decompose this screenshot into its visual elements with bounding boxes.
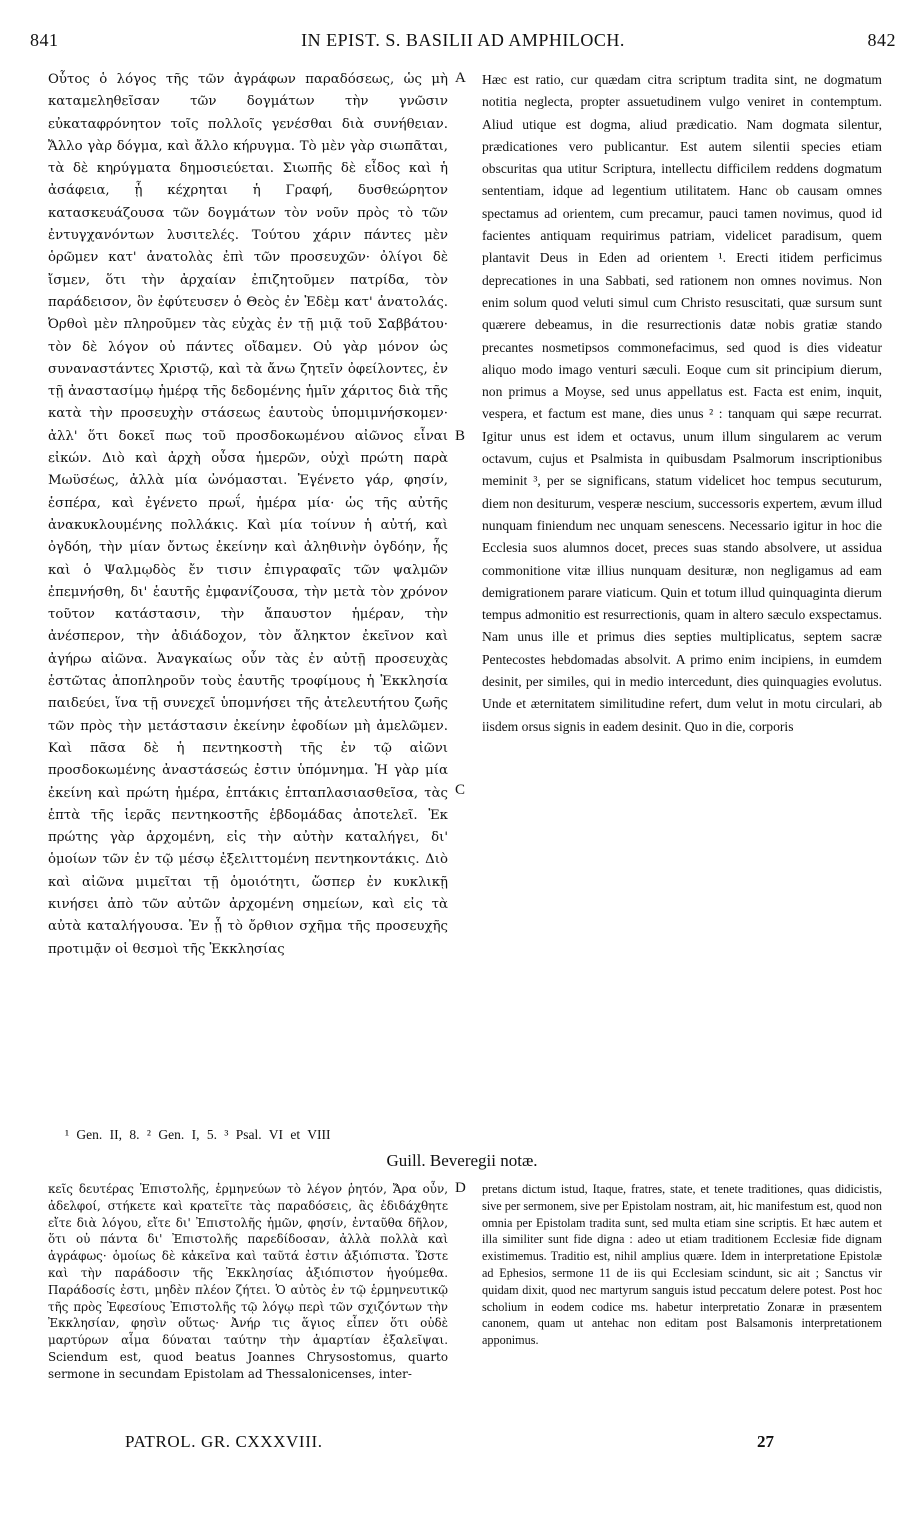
section-marker-a: A (455, 70, 466, 86)
latin-text-column: Hæc est ratio, cur quædam citra scriptum tradita sint, ne dogmatum notitia neglecta, propter assuetudinem vulgo veniret in contemptum. Aliud utique est dogma, aliud prædicatio. Nam dogmata silentur, prædicationes vero publicantur. Est autem silentii species etiam obscuritas qua utitur Scriptura, intellectu difficilem reddens dogmatum sententiam, idque ad legentium utilitatem. Hanc ob causam omnes spectamus ad orientem, cum precamur, pauci tamen novimus, quod id facientes antiquam requirimus patriam, videlicet paradisum, quem plantavit Deus in Eden ad orientem ¹. Erecti itidem perficimus deprecationes in una Sabbati, sed rationem non omnes novimus. Non enim solum quod veluti simul cum Christo resuscitati, quæ sursum sunt quærere debeamus, in die resurrectionis datæ nobis gratiæ stando precantes nosmetipsos commonefacimus, sed quod is dies videatur aliquo modo imago venturi sæculi. Eoque cum sit principium dierum, non primus a Moyse, sed unus appellatus est. Facta est enim, inquit, vespera, et factum est mane, dies unus ² : tanquam qui sæpe recurrat. Igitur unus est idem et octavus, unum illum singularem ac verum octavum, cujus et Psalmista in quibusdam Psalmorum inscriptionibus meminit ³, per se significans, statum videlicet hoc tempus secuturum, diem non desiturum, vesperæ nescium, successoris expertem, ævum illud nunquam finiendum nec unquam senescens. Necessario igitur in hoc die Ecclesia suos alumnos docet, preces suas stando absolvere, ut assidua commonitione vitæ illius nunquam desituræ, non negligamus ad eam demigrationem parare viaticum. Quin et totum illud quinquaginta dierum tempus admonitio est resurrectionis, quam in altero sæculo exspectamus. Nam unus ille et primus dies septies multiplicatus, septem sacræ Pentecostes hebdomadas absolvit. A primo enim incipiens, in eumdem desinit, per similes, qui in medio intercedunt, dies quinquagies evolutus. Unde et æternitatem similitudine refert, dum velut in motu circulari, ab iisdem orsus signis in eadem desinit. Quo in die, corporis (482, 72, 882, 734)
notes-title: Guill. Beveregii notæ. (386, 1151, 538, 1170)
running-title: IN EPIST. S. BASILII AD AMPHILOCH. (301, 30, 625, 50)
signature-mark: 27 (757, 1432, 774, 1451)
page-footer (0, 1432, 924, 1456)
notes-greek-column: κεῖς δευτέρας Ἐπιστολῆς, ἑρμηνεύων τὸ λέγον ῥητόν, Ἄρα οὖν, ἀδελφοί, στήκετε καὶ κρατεῖτε τὰς παραδόσεις, ἃς ἐδιδάχθητε εἴτε διὰ λόγου, εἴτε δι' Ἐπιστολῆς ἡμῶν, φησίν, ἐνταῦθα δῆλον, ὅτι οὐ πάντα δι' Ἐπιστολῆς παρεδίδοσαν, ἀλλὰ πολλὰ καὶ ἀγράφως· ὁμοίως δὲ κἀκεῖνα καὶ ταῦτά ἐστιν ἀξιόπιστα. Ὥστε καὶ τὴν παράδοσιν τῆς Ἐκκλησίας ἀξιόπιστον ἡγούμεθα. Παράδοσίς ἐστι, μηδὲν πλέον ζήτει. Ὁ αὐτὸς ἐν τῷ ἑρμηνευτικῷ τῆς πρὸς Ἐφεσίους Ἐπιστολῆς τῷ λόγῳ περὶ τῶν σχιζόντων τὴν Ἐκκλησίαν, φησὶν οὕτως· Ἀνήρ τις ἅγιος εἶπεν ὅτι οὐδὲ μαρτύρων αἷμα δύναται ταύτην τὴν ἁμαρτίαν ἐξαλεῖψαι. Sciendum est, quod beatus Joannes Chrysostomus, quarto sermone in secundam Epistolam ad Thessalonicenses, inter- (48, 1182, 448, 1381)
notes-latin-column: pretans dictum istud, Itaque, fratres, state, et tenete traditiones, quas didicistis, sive per sermonem, sive per Epistolam nostram, ait, hic manifestum est, quod non omnia per Epistolam tradita sunt, sed multa etiam sine scriptis. Et hæc autem et illa similiter sunt fide digna : adeo ut etiam traditionem Ecclesiæ fide dignam existimemus. Traditio est, nihil amplius quære. Idem in interpretatione Epistolæ ad Ephesios, sermone 11 de iis qui Ecclesiam scindunt, sic ait ; Sanctus vir quidam dixit, quod nec martyrum sanguis istud peccatum delere potest. Post hoc scholium in eodem codice ms. habetur interpretatio Zonaræ in præsentem canonem, quam ut antehac non editam post Balsamonis interpretationem apponimus. (482, 1182, 882, 1348)
footnotes: ¹ Gen. II, 8. ² Gen. I, 5. ³ Psal. VI et VIII (65, 1127, 331, 1142)
running-header (30, 30, 896, 58)
series-title: PATROL. GR. CXXXVIII. (125, 1432, 323, 1451)
section-marker-d: D (455, 1180, 466, 1196)
greek-text-column: Οὗτος ὁ λόγος τῆς τῶν ἀγράφων παραδόσεως, ὡς μὴ καταμεληθεῖσαν τῶν δογμάτων τὴν γνῶσιν εὐκαταφρόνητον τοῖς πολλοῖς γενέσθαι διὰ συνήθειαν. Ἄλλο γὰρ δόγμα, καὶ ἄλλο κήρυγμα. Τὸ μὲν γὰρ σιωπᾶται, τὰ δὲ κηρύγματα δημοσιεύεται. Σιωπῆς δὲ εἶδος καὶ ἡ ἀσάφεια, ᾗ κέχρηται ἡ Γραφή, δυσθεώρητον κατασκευάζουσα τῶν δογμάτων τὸν νοῦν πρὸς τὸ τῶν ἐντυγχανόντων λυσιτελές. Τούτου χάριν πάντες μὲν ὁρῶμεν κατ' ἀνατολὰς ἐπὶ τῶν προσευχῶν· ὀλίγοι δὲ ἴσμεν, ὅτι τὴν ἀρχαίαν ἐπιζητοῦμεν πατρίδα, τὸν παράδεισον, ὃν ἐφύτευσεν ὁ Θεὸς ἐν Ἐδὲμ κατ' ἀνατολάς. Ὀρθοὶ μὲν πληροῦμεν τὰς εὐχὰς ἐν τῇ μιᾷ τοῦ Σαββάτου· τὸν δὲ λόγον οὐ πάντες οἴδαμεν. Οὐ γὰρ μόνον ὡς συναναστάντες Χριστῷ, καὶ τὰ ἄνω ζητεῖν ὀφείλοντες, ἐν τῇ ἀναστασίμῳ ἡμέρᾳ τῆς δεδομένης ἡμῖν χάριτος διὰ τῆς κατὰ τὴν προσευχὴν στάσεως ἑαυτοὺς ὑπομιμνήσκομεν· ἀλλ' ὅτι δοκεῖ πως τοῦ προσδοκωμένου αἰῶνος εἶναι εἰκών. Διὸ καὶ ἀρχὴ οὖσα ἡμερῶν, οὐχὶ πρώτη παρὰ Μωϋσέως, ἀλλὰ μία ὠνόμασται. Ἐγένετο γάρ, φησίν, ἑσπέρα, καὶ ἐγένετο πρωΐ, ἡμέρα μία· ὡς τῆς αὐτῆς ἀνακυκλουμένης πολλάκις. Καὶ μία τοίνυν ἡ αὐτή, καὶ ὀγδόη, τὴν μίαν ὄντως ἐκείνην καὶ ἀληθινὴν ὀγδόην, ἧς καὶ ὁ Ψαλμῳδὸς ἔν τισιν ἐπιγραφαῖς τῶν ψαλμῶν ἐπεμνήσθη, δι' ἑαυτῆς ἐμφανίζουσα, τὴν μετὰ τὸν χρόνον τοῦτον κατάστασιν, τὴν ἄπαυστον ἡμέραν, τὴν ἀνέσπερον, τὴν ἀδιάδοχον, τὸν ἄληκτον ἐκεῖνον καὶ ἀγήρω αἰῶνα. Ἀναγκαίως οὖν τὰς ἐν αὐτῇ προσευχὰς ἑστῶτας ἀποπληροῦν τοὺς ἑαυτῆς τροφίμους ἡ Ἐκκλησία παιδεύει, ἵνα τῇ συνεχεῖ ὑπομνήσει τῆς ἀτελευτήτου ζωῆς τῶν πρὸς τὴν μετάστασιν ἐκείνην ἐφοδίων μὴ ἀμελῶμεν. Καὶ πᾶσα δὲ ἡ πεντηκοστὴ τῆς ἐν τῷ αἰῶνι προσδοκωμένης ἀναστάσεώς ἐστιν ὑπόμνημα. Ἡ γὰρ μία ἐκείνη καὶ πρώτη ἡμέρα, ἑπτάκις ἑπταπλασιασθεῖσα, τὰς ἑπτὰ τῆς ἱερᾶς πεντηκοστῆς ἑβδομάδας ἀποτελεῖ. Ἐκ πρώτης γὰρ ἀρχομένη, εἰς τὴν αὐτὴν καταλήγει, δι' ὁμοίων τῶν ἐν τῷ μέσῳ ἐξελιττομένη πεντηκοντάκις. Διὸ καὶ αἰῶνα μιμεῖται τῇ ὁμοιότητι, ὥσπερ ἐν κυκλικῇ κινήσει ἀπὸ τῶν αὐτῶν ἀρχομένη σημείων, καὶ εἰς τὰ αὐτὰ καταλήγουσα. Ἐν ᾗ τὸ ὄρθιον σχῆμα τῆς προσευχῆς προτιμᾷν οἱ θεσμοὶ τῆς Ἐκκλησίας (48, 72, 448, 957)
section-marker-c: C (455, 782, 466, 798)
page-number-left: 841 (30, 30, 59, 50)
section-marker-b: B (455, 428, 466, 444)
page-number-right: 842 (867, 30, 896, 50)
